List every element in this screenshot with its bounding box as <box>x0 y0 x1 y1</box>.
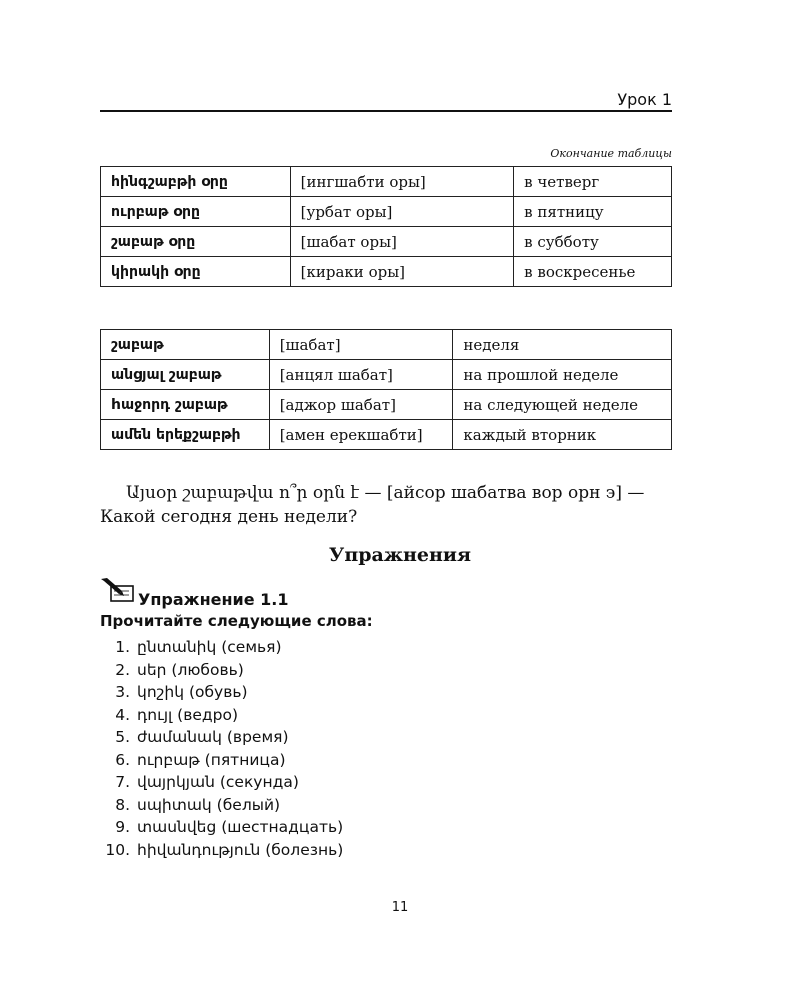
item-text: տասնվեց (шестнадцать) <box>137 818 344 836</box>
translation: на прошлой неделе <box>453 360 672 390</box>
header-rule <box>100 110 672 112</box>
translation: в пятницу <box>514 197 672 227</box>
item-number: 7. <box>115 773 130 791</box>
days-table <box>100 166 672 287</box>
item-number: 9. <box>115 818 130 836</box>
transcription: [шабат оры] <box>290 227 514 257</box>
armenian-word: ամեն երեքշաբթի <box>101 420 270 450</box>
translation: неделя <box>453 330 672 360</box>
list-item <box>100 659 343 682</box>
list-item <box>100 749 343 772</box>
list-item <box>100 771 343 794</box>
transcription: [кираки оры] <box>290 257 514 287</box>
item-text: վայրկյան (секунда) <box>137 773 299 791</box>
page-header <box>100 86 672 112</box>
item-number: 2. <box>115 660 130 679</box>
transcription: [аджор шабат] <box>269 390 453 420</box>
transcription: [шабат] <box>269 330 453 360</box>
table-row <box>101 420 672 450</box>
transcription: [урбат оры] <box>290 197 514 227</box>
armenian-word: շաբաթ <box>101 330 270 360</box>
example-paragraph <box>100 481 674 529</box>
item-text: ժամանակ (время) <box>137 728 289 746</box>
table-row <box>101 167 672 197</box>
item-text: սեր (любовь) <box>137 660 244 679</box>
item-number: 10. <box>105 840 130 859</box>
exercise-instruction: Прочитайте следующие слова: <box>100 612 373 630</box>
item-text: սպիտակ (белый) <box>137 795 281 814</box>
item-number: 1. <box>115 638 130 656</box>
translation: на следующей неделе <box>453 390 672 420</box>
lesson-label: Урок 1 <box>617 90 672 109</box>
exercise-title: Упражнение 1.1 <box>138 590 289 609</box>
armenian-word: կիրակի օրը <box>101 257 291 287</box>
armenian-word: շաբաթ օրը <box>101 227 291 257</box>
list-item <box>100 794 343 817</box>
translation: в субботу <box>514 227 672 257</box>
list-item <box>100 816 343 839</box>
table-row <box>101 330 672 360</box>
item-text: կոշիկ (обувь) <box>137 683 248 701</box>
item-text: ընտանիկ (семья) <box>137 638 282 656</box>
table-row <box>101 390 672 420</box>
pencil-notepad-icon <box>100 578 136 604</box>
item-text: դույլ (ведро) <box>137 705 238 724</box>
item-number: 3. <box>115 683 130 701</box>
transcription: [амен ерекшабти] <box>269 420 453 450</box>
transcription: [ингшабти оры] <box>290 167 514 197</box>
table-row <box>101 227 672 257</box>
translation: каждый вторник <box>453 420 672 450</box>
item-number: 4. <box>115 705 130 724</box>
table-row <box>101 360 672 390</box>
list-item <box>100 726 343 749</box>
list-item <box>100 704 343 727</box>
page-number: 11 <box>391 900 409 915</box>
list-item <box>100 636 343 659</box>
week-table <box>100 329 672 450</box>
armenian-word: hաջորդ շաբաթ <box>101 390 270 420</box>
armenian-word: հինգշաբթի օրը <box>101 167 291 197</box>
item-number: 8. <box>115 795 130 814</box>
item-text: հիվանդություն (болезнь) <box>137 840 344 859</box>
list-item <box>100 681 343 704</box>
paragraph-line: Какой сегодня день недели? <box>100 507 358 527</box>
translation: в четверг <box>514 167 672 197</box>
item-number: 6. <box>115 750 130 769</box>
table-caption: Окончание таблицы <box>550 147 672 160</box>
table-row <box>101 197 672 227</box>
section-title: Упражнения <box>328 544 472 566</box>
item-text: ուրբաթ (пятница) <box>137 750 286 769</box>
armenian-word: անցյալ շաբաթ <box>101 360 270 390</box>
item-number: 5. <box>115 728 130 746</box>
table-row <box>101 257 672 287</box>
word-list <box>100 636 343 861</box>
paragraph-line: Այսօր շաբաթվա ո՞ր օրն է — [айсор шабатва вор орн э] — <box>126 483 645 503</box>
list-item <box>100 839 343 862</box>
translation: в воскресенье <box>514 257 672 287</box>
armenian-word: ուրբաթ օրը <box>101 197 291 227</box>
transcription: [анцял шабат] <box>269 360 453 390</box>
